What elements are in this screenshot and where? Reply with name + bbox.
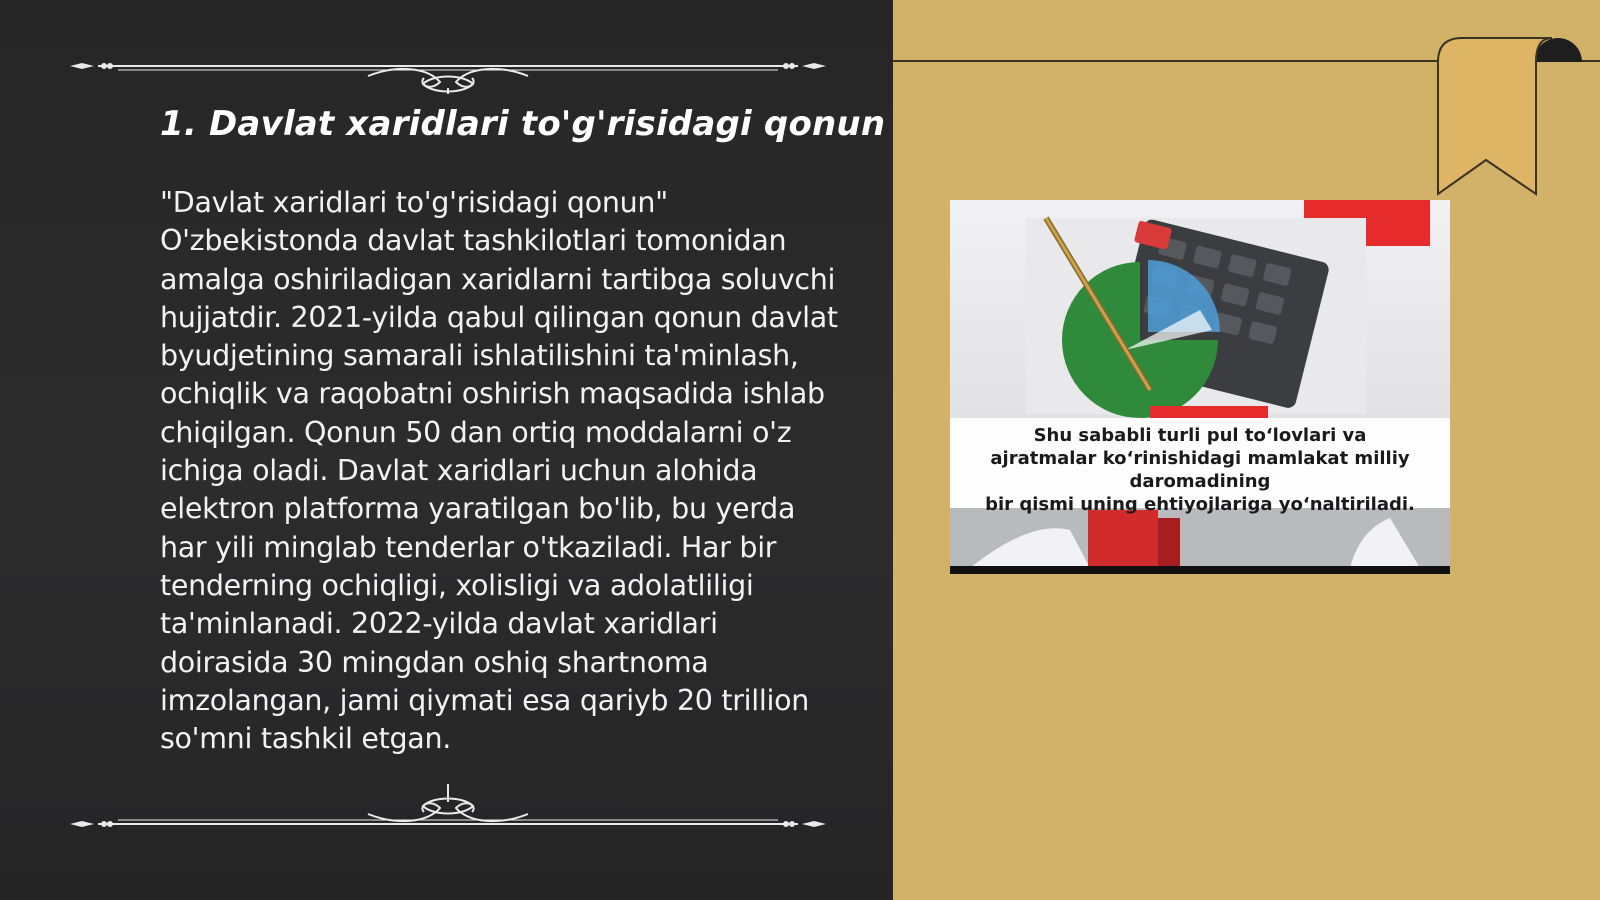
caption-line: ajratmalar ko‘rinishidagi mamlakat milliy	[990, 448, 1410, 469]
image-caption-box	[950, 418, 1450, 515]
top-ornament-divider	[68, 44, 828, 94]
image-caption	[960, 424, 1440, 516]
calculator-pie-chart-image	[950, 200, 1450, 574]
caption-line: Shu sababli turli pul to‘lovlari va	[1033, 425, 1367, 446]
caption-line: bir qismi uning ehtiyojlariga yo‘naltiriladi.	[985, 494, 1415, 515]
illustration-photo	[950, 200, 1450, 574]
photo-bottom-bar	[950, 566, 1450, 574]
ribbon-bookmark-icon	[1436, 36, 1588, 198]
caption-line: daromadining	[1129, 471, 1271, 492]
slide-body-text: "Davlat xaridlari to'g'risidagi qonun" O'zbekistonda davlat tashkilotlari tomonidan amalga oshiriladigan xaridlarni tartibga soluvchi hujjatdir. 2021-yilda qabul qilingan qonun davlat byudjetining samarali ishlatilishini ta'minlash, ochiqlik va raqobatni oshirish maqsadida ishlab chiqilgan. Qonun 50 dan ortiq moddalarni o'z ichiga oladi. Davlat xaridlari uchun alohida elektron platforma yaratilgan bo'lib, bu yerda har yili minglab tenderlar o'tkaziladi. Har bir tenderning ochiqligi, xolisligi va adolatliligi ta'minlanadi. 2022-yilda davlat xaridlari doirasida 30 mingdan oshiq shartnoma imzolangan, jami qiymati esa qariyb 20 trillion so'mni tashkil etgan.	[160, 186, 838, 756]
slide-title: 1. Davlat xaridlari to'g'risidagi qonun	[160, 104, 886, 144]
bottom-ornament-divider	[68, 784, 828, 834]
